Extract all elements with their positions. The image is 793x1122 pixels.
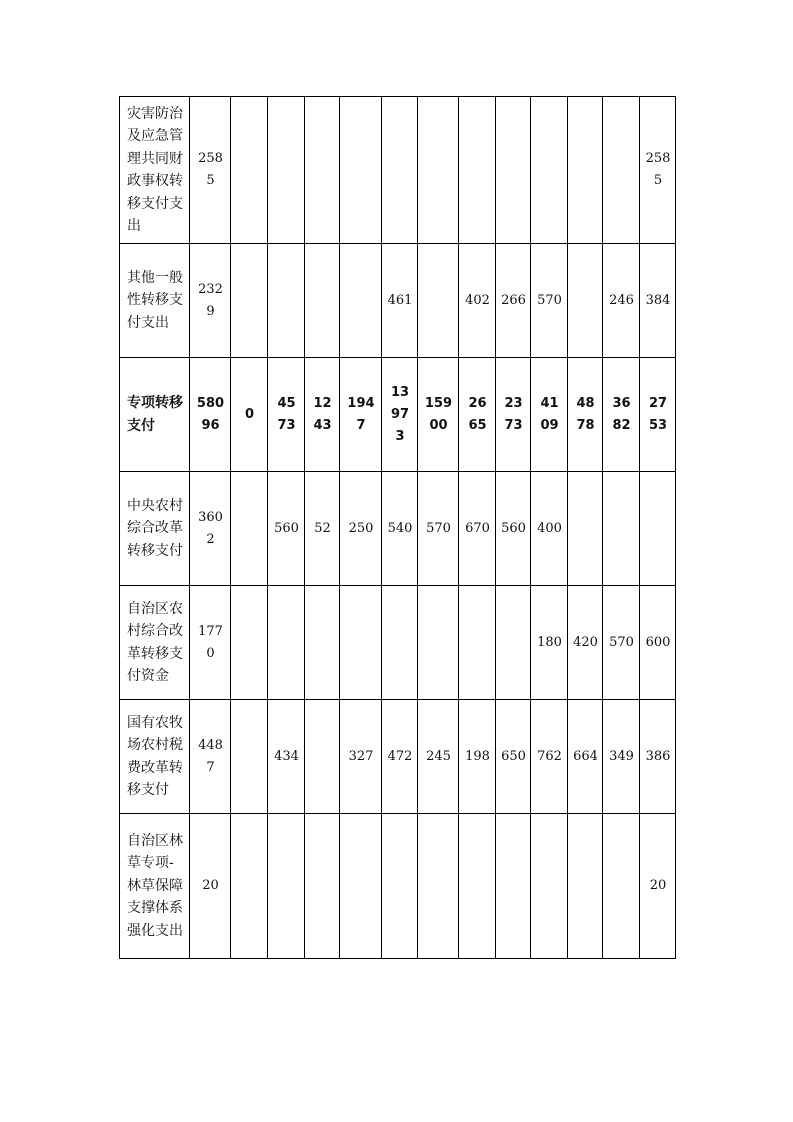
value-cell (531, 97, 568, 244)
cell-value: 400 (537, 520, 562, 536)
cell-value: 402 (465, 292, 490, 308)
value-cell (268, 97, 305, 244)
cell-value: 1770 (198, 623, 223, 661)
table-body (120, 97, 676, 959)
value-cell (305, 358, 340, 472)
value-cell (231, 700, 268, 814)
value-cell (382, 358, 418, 472)
value-cell (268, 700, 305, 814)
value-cell (496, 586, 531, 700)
cell-value: 15900 (424, 395, 453, 433)
cell-value: 570 (537, 292, 562, 308)
value-cell (340, 244, 382, 358)
value-cell (231, 244, 268, 358)
row-label: 灾害防治及应急管理共同财政事权转移支付支出 (127, 105, 183, 234)
value-cell (459, 472, 496, 586)
table-row (120, 472, 676, 586)
cell-value: 0 (244, 406, 255, 422)
row-label-cell (120, 700, 190, 814)
cell-value: 2665 (468, 395, 487, 433)
value-cell (268, 244, 305, 358)
value-cell (231, 358, 268, 472)
value-cell (231, 814, 268, 959)
value-cell (459, 244, 496, 358)
cell-value: 4573 (277, 395, 296, 433)
cell-value: 560 (501, 520, 526, 536)
value-cell (603, 814, 640, 959)
value-cell (568, 244, 603, 358)
value-cell (340, 358, 382, 472)
value-cell (382, 244, 418, 358)
row-label-cell (120, 472, 190, 586)
value-cell (418, 472, 459, 586)
value-cell (305, 814, 340, 959)
cell-value: 4878 (576, 395, 595, 433)
value-cell (418, 97, 459, 244)
value-cell (190, 244, 231, 358)
cell-value: 650 (501, 748, 526, 764)
value-cell (382, 700, 418, 814)
value-cell (531, 814, 568, 959)
value-cell (268, 814, 305, 959)
value-cell (568, 700, 603, 814)
value-cell (268, 586, 305, 700)
cell-value: 664 (573, 748, 598, 764)
row-label: 其他一般性转移支付支出 (127, 269, 183, 331)
cell-value: 3602 (198, 509, 223, 547)
table-row (120, 700, 676, 814)
value-cell (531, 244, 568, 358)
cell-value: 327 (348, 748, 374, 764)
value-cell (496, 358, 531, 472)
cell-value: 461 (387, 292, 413, 308)
cell-value: 246 (609, 292, 634, 308)
value-cell (382, 472, 418, 586)
value-cell (382, 586, 418, 700)
cell-value: 58096 (196, 395, 225, 433)
cell-value: 570 (609, 634, 634, 650)
value-cell (305, 97, 340, 244)
value-cell (190, 586, 231, 700)
table-row (120, 814, 676, 959)
value-cell (418, 700, 459, 814)
row-label: 国有农牧场农村税费改革转移支付 (127, 714, 183, 798)
value-cell (496, 244, 531, 358)
cell-value: 386 (645, 748, 671, 764)
cell-value: 560 (274, 520, 299, 536)
cell-value: 2329 (198, 281, 223, 319)
value-cell (531, 700, 568, 814)
value-cell (305, 472, 340, 586)
cell-value: 198 (465, 748, 490, 764)
value-cell (531, 358, 568, 472)
cell-value: 1947 (347, 395, 375, 433)
table-row (120, 358, 676, 472)
value-cell (418, 586, 459, 700)
value-cell (340, 97, 382, 244)
value-cell (459, 97, 496, 244)
table-row (120, 97, 676, 244)
value-cell (496, 97, 531, 244)
value-cell (568, 472, 603, 586)
table-row (120, 586, 676, 700)
cell-value: 600 (645, 634, 671, 650)
value-cell (568, 97, 603, 244)
value-cell (459, 700, 496, 814)
value-cell (568, 814, 603, 959)
value-cell (603, 244, 640, 358)
value-cell (340, 472, 382, 586)
value-cell (568, 358, 603, 472)
value-cell (568, 586, 603, 700)
cell-value: 3682 (612, 395, 631, 433)
value-cell (496, 814, 531, 959)
value-cell (459, 586, 496, 700)
cell-value: 2585 (645, 151, 671, 188)
cell-value: 180 (537, 634, 562, 650)
cell-value: 266 (501, 292, 526, 308)
value-cell (418, 814, 459, 959)
cell-value: 245 (426, 748, 451, 764)
cell-value: 762 (537, 748, 562, 764)
value-cell (190, 358, 231, 472)
value-cell (603, 97, 640, 244)
value-cell (190, 97, 231, 244)
row-label-cell (120, 814, 190, 959)
table-row (120, 244, 676, 358)
cell-value: 52 (314, 520, 331, 536)
cell-value: 434 (274, 748, 299, 764)
cell-value: 2753 (648, 395, 668, 433)
row-label: 自治区农村综合改革转移支付资金 (127, 600, 183, 684)
value-cell (305, 586, 340, 700)
row-label-cell (120, 244, 190, 358)
cell-value: 4109 (540, 395, 559, 433)
row-label-cell (120, 586, 190, 700)
value-cell (603, 586, 640, 700)
value-cell (382, 814, 418, 959)
value-cell (340, 814, 382, 959)
value-cell (305, 244, 340, 358)
value-cell (640, 472, 676, 586)
value-cell (382, 97, 418, 244)
value-cell (231, 472, 268, 586)
cell-value: 420 (573, 634, 598, 650)
value-cell (231, 97, 268, 244)
value-cell (190, 814, 231, 959)
row-label-cell (120, 97, 190, 244)
value-cell (190, 700, 231, 814)
value-cell (496, 472, 531, 586)
cell-value: 20 (202, 878, 219, 893)
value-cell (459, 814, 496, 959)
cell-value: 570 (426, 520, 451, 536)
row-label: 专项转移支付 (127, 395, 183, 434)
cell-value: 4487 (198, 737, 223, 775)
value-cell (268, 358, 305, 472)
cell-value: 670 (465, 520, 490, 536)
value-cell (459, 358, 496, 472)
value-cell (640, 700, 676, 814)
row-label: 中央农村综合改革转移支付 (127, 497, 183, 559)
value-cell (531, 586, 568, 700)
cell-value: 1243 (313, 395, 332, 433)
value-cell (340, 586, 382, 700)
value-cell (340, 700, 382, 814)
value-cell (496, 700, 531, 814)
value-cell (603, 358, 640, 472)
cell-value: 540 (387, 520, 413, 536)
value-cell (418, 244, 459, 358)
value-cell (305, 700, 340, 814)
value-cell (640, 586, 676, 700)
cell-value: 2585 (198, 151, 223, 188)
cell-value: 250 (348, 520, 374, 536)
value-cell (640, 97, 676, 244)
cell-value: 384 (645, 292, 671, 308)
value-cell (640, 358, 676, 472)
value-cell (603, 700, 640, 814)
value-cell (190, 472, 231, 586)
budget-table (119, 96, 676, 959)
cell-value: 13973 (390, 384, 410, 444)
value-cell (418, 358, 459, 472)
cell-value: 349 (609, 748, 634, 764)
cell-value: 2373 (504, 395, 523, 433)
value-cell (603, 472, 640, 586)
value-cell (640, 244, 676, 358)
row-label-cell (120, 358, 190, 472)
row-label: 自治区林草专项-林草保障支撑体系强化支出 (127, 832, 183, 939)
value-cell (231, 586, 268, 700)
cell-value: 472 (387, 748, 413, 764)
value-cell (640, 814, 676, 959)
value-cell (268, 472, 305, 586)
cell-value: 20 (649, 878, 667, 893)
value-cell (531, 472, 568, 586)
